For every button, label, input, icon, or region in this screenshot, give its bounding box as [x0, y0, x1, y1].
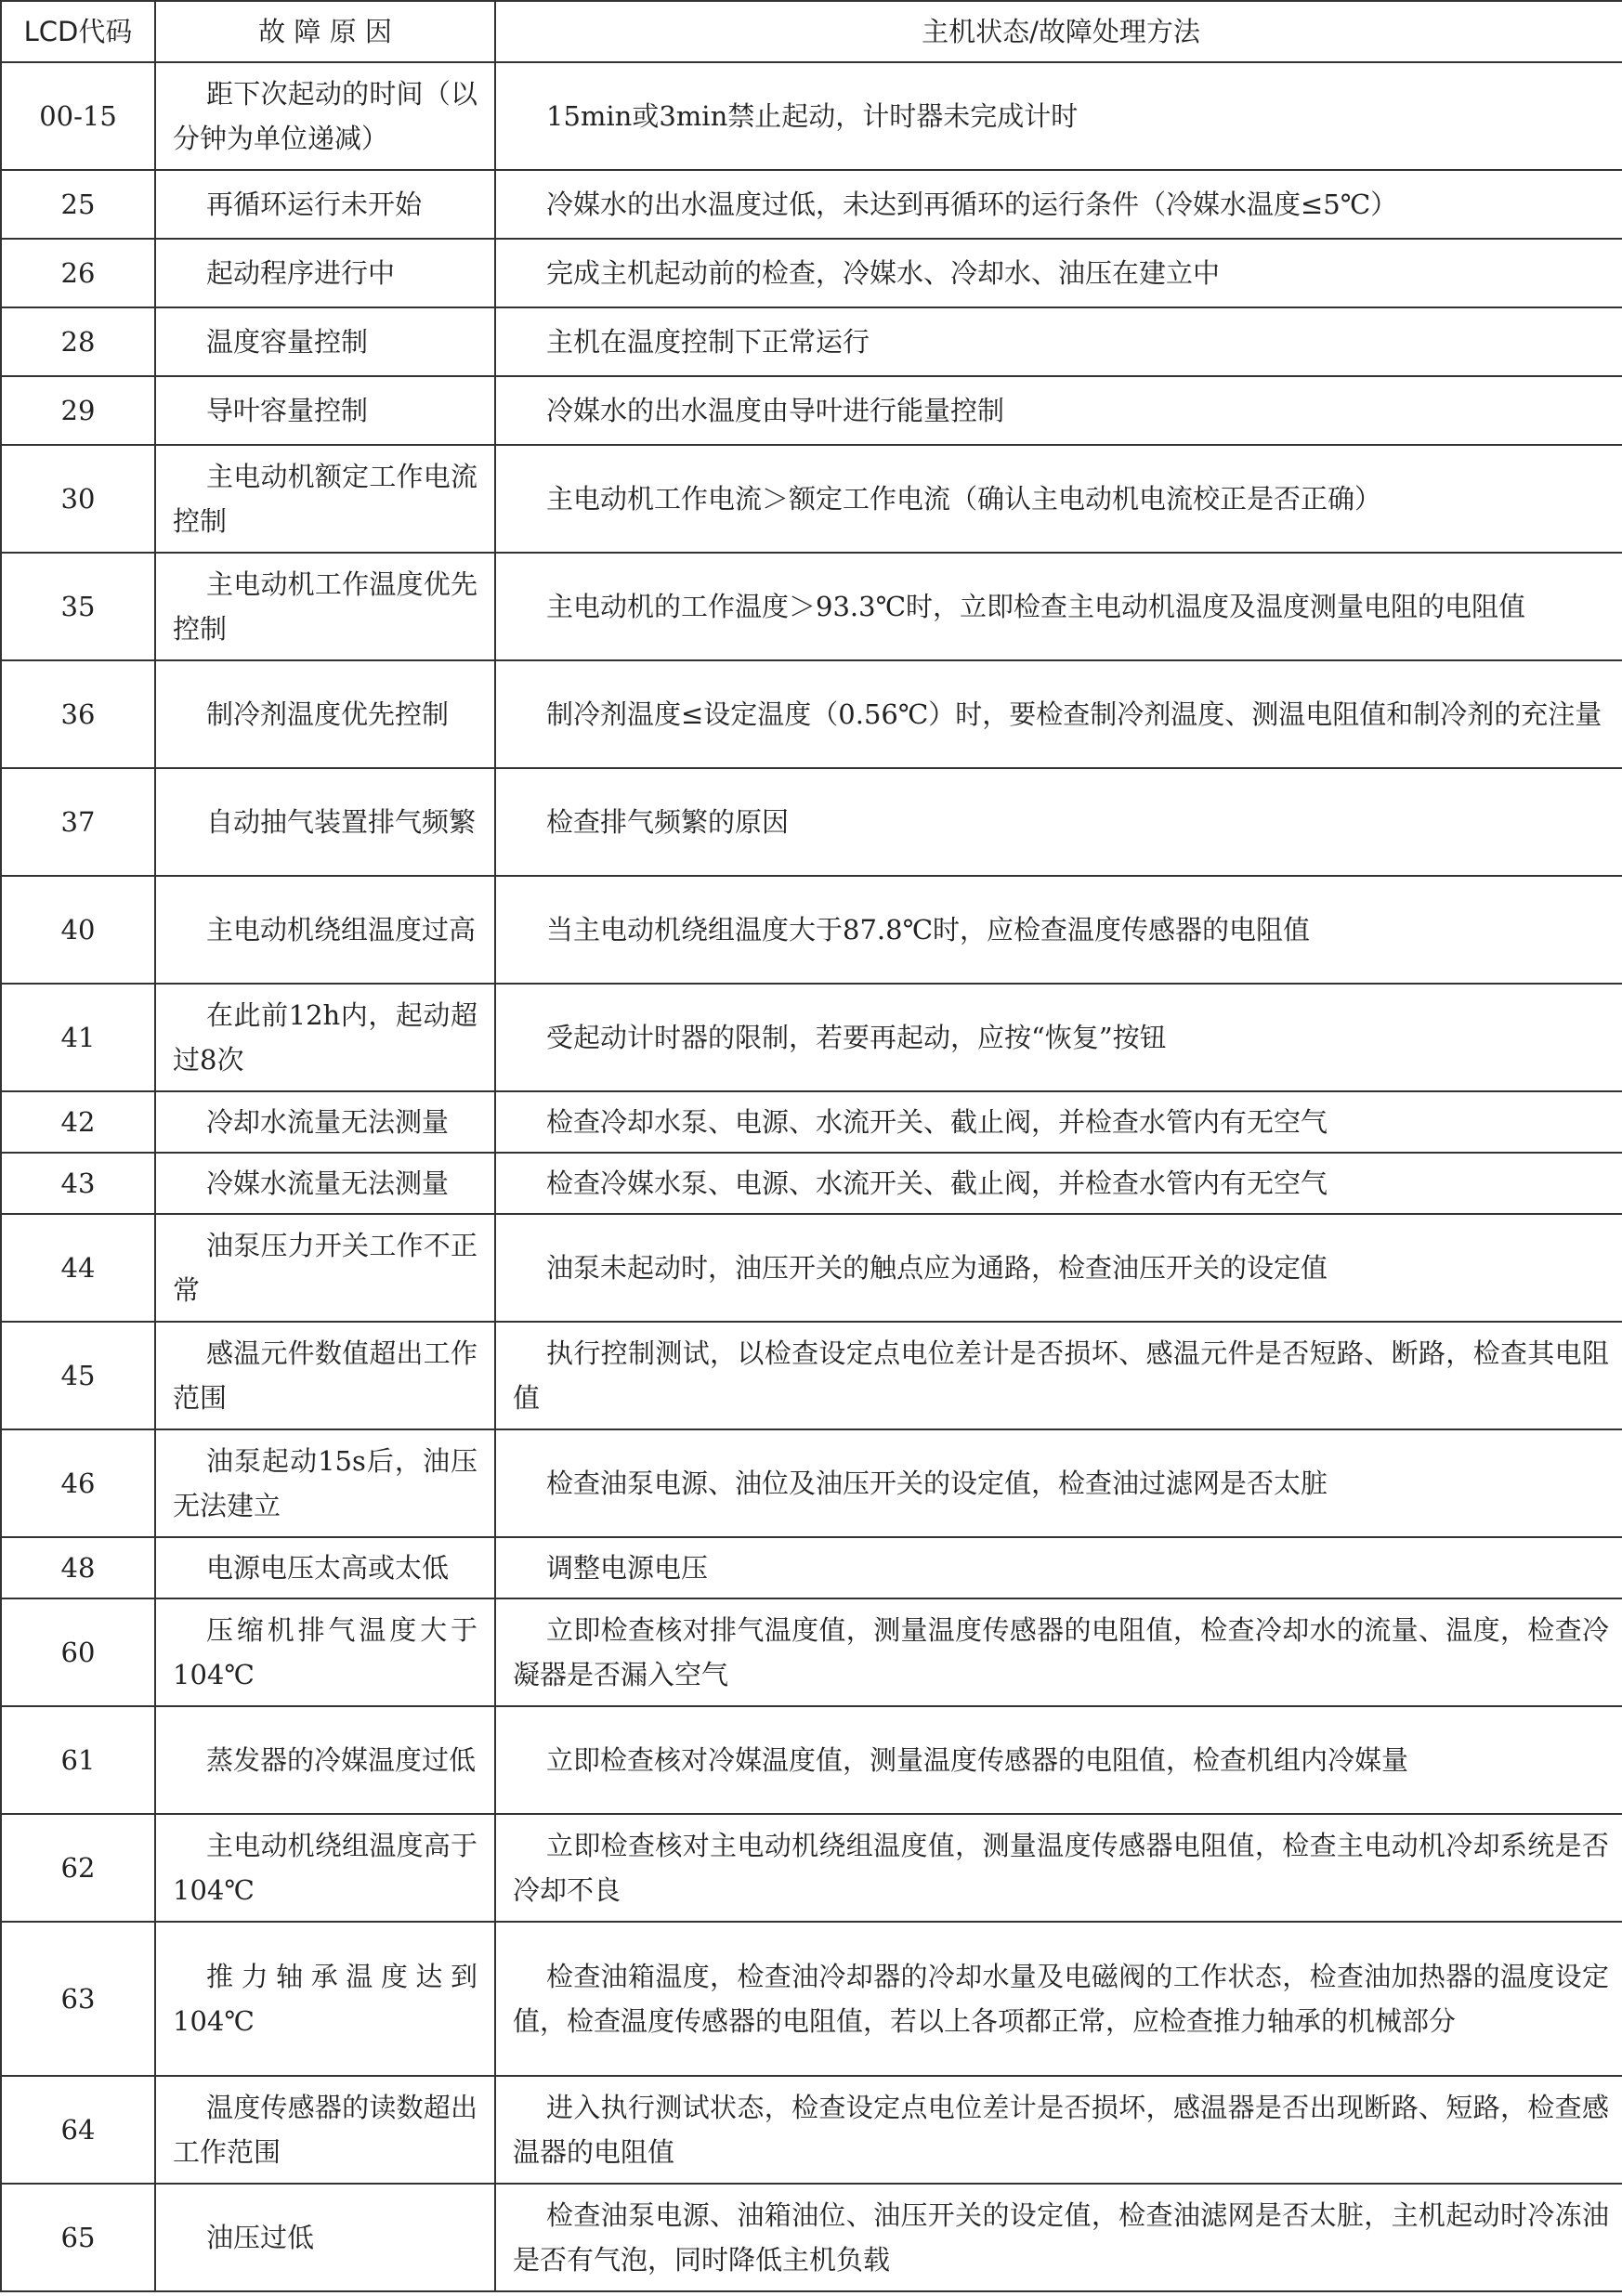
fault-cause-cell: 冷媒水流量无法测量 [155, 1153, 495, 1214]
table-row [1, 170, 1622, 239]
handling-method-cell: 检查冷媒水泵、电源、水流开关、截止阀，并检查水管内有无空气 [495, 1153, 1622, 1214]
lcd-code-cell: 26 [1, 239, 155, 307]
lcd-code-cell: 61 [1, 1706, 155, 1814]
handling-method-cell: 15min或3min禁止起动，计时器未完成计时 [495, 62, 1622, 170]
handling-method-cell: 立即检查核对冷媒温度值，测量温度传感器的电阻值，检查机组内冷媒量 [495, 1706, 1622, 1814]
fault-cause-cell: 电源电压太高或太低 [155, 1537, 495, 1598]
handling-method-cell: 执行控制测试，以检查设定点电位差计是否损坏、感温元件是否短路、断路，检查其电阻值 [495, 1322, 1622, 1429]
lcd-code-cell: 36 [1, 660, 155, 768]
handling-method-cell: 立即检查核对排气温度值，测量温度传感器的电阻值，检查冷却水的流量、温度，检查冷凝器是否漏入空气 [495, 1598, 1622, 1706]
table-row [1, 62, 1622, 170]
handling-method-cell: 检查油泵电源、油位及油压开关的设定值，检查油过滤网是否太脏 [495, 1429, 1622, 1537]
table-row [1, 1537, 1622, 1598]
lcd-code-cell: 00-15 [1, 62, 155, 170]
fault-cause-cell: 油泵压力开关工作不正常 [155, 1214, 495, 1322]
handling-method-cell: 完成主机起动前的检查，冷媒水、冷却水、油压在建立中 [495, 239, 1622, 307]
table-row [1, 2076, 1622, 2184]
fault-cause-cell: 油压过低 [155, 2184, 495, 2291]
fault-cause-cell: 蒸发器的冷媒温度过低 [155, 1706, 495, 1814]
lcd-code-cell: 44 [1, 1214, 155, 1322]
handling-method-cell: 油泵未起动时，油压开关的触点应为通路，检查油压开关的设定值 [495, 1214, 1622, 1322]
handling-method-cell: 检查排气频繁的原因 [495, 768, 1622, 876]
handling-method-cell: 受起动计时器的限制，若要再起动，应按“恢复”按钮 [495, 984, 1622, 1091]
fault-cause-cell: 主电动机工作温度优先控制 [155, 553, 495, 660]
fault-cause-cell: 再循环运行未开始 [155, 170, 495, 239]
table-row [1, 307, 1622, 376]
lcd-code-cell: 43 [1, 1153, 155, 1214]
fault-cause-cell: 冷却水流量无法测量 [155, 1091, 495, 1153]
table-row [1, 1429, 1622, 1537]
fault-cause-cell: 起动程序进行中 [155, 239, 495, 307]
table-row [1, 768, 1622, 876]
handling-method-cell: 冷媒水的出水温度由导叶进行能量控制 [495, 376, 1622, 445]
handling-method-cell: 制冷剂温度≤设定温度（0.56℃）时，要检查制冷剂温度、测温电阻值和制冷剂的充注量 [495, 660, 1622, 768]
lcd-code-cell: 65 [1, 2184, 155, 2291]
table-row [1, 1706, 1622, 1814]
fault-cause-cell: 主电动机额定工作电流控制 [155, 445, 495, 553]
table-row [1, 1922, 1622, 2076]
fault-cause-cell: 导叶容量控制 [155, 376, 495, 445]
lcd-code-cell: 41 [1, 984, 155, 1091]
table-row [1, 239, 1622, 307]
table-row [1, 984, 1622, 1091]
lcd-code-cell: 62 [1, 1814, 155, 1922]
handling-method-cell: 检查冷却水泵、电源、水流开关、截止阀，并检查水管内有无空气 [495, 1091, 1622, 1153]
fault-cause-cell: 温度传感器的读数超出工作范围 [155, 2076, 495, 2184]
header-row [1, 1, 1622, 62]
fault-cause-cell: 推力轴承温度达到104℃ [155, 1922, 495, 2076]
lcd-code-cell: 25 [1, 170, 155, 239]
table-row [1, 1214, 1622, 1322]
lcd-code-cell: 60 [1, 1598, 155, 1706]
handling-method-cell: 冷媒水的出水温度过低，未达到再循环的运行条件（冷媒水温度≤5℃） [495, 170, 1622, 239]
fault-cause-cell: 自动抽气装置排气频繁 [155, 768, 495, 876]
table-row [1, 1322, 1622, 1429]
table-row [1, 1814, 1622, 1922]
fault-cause-cell: 感温元件数值超出工作范围 [155, 1322, 495, 1429]
fault-cause-cell: 制冷剂温度优先控制 [155, 660, 495, 768]
fault-cause-cell: 主电动机绕组温度高于104℃ [155, 1814, 495, 1922]
header-lcd-code: LCD代码 [1, 1, 155, 62]
table-row [1, 1091, 1622, 1153]
handling-method-cell: 调整电源电压 [495, 1537, 1622, 1598]
header-handling-method: 主机状态/故障处理方法 [495, 1, 1622, 62]
lcd-code-cell: 63 [1, 1922, 155, 2076]
header-fault-cause: 故 障 原 因 [155, 1, 495, 62]
handling-method-cell: 主机在温度控制下正常运行 [495, 307, 1622, 376]
table-row [1, 1598, 1622, 1706]
table-row [1, 376, 1622, 445]
handling-method-cell: 进入执行测试状态，检查设定点电位差计是否损坏，感温器是否出现断路、短路，检查感温器的电阻值 [495, 2076, 1622, 2184]
handling-method-cell: 检查油箱温度，检查油冷却器的冷却水量及电磁阀的工作状态，检查油加热器的温度设定值，检查温度传感器的电阻值，若以上各项都正常，应检查推力轴承的机械部分 [495, 1922, 1622, 2076]
table-row [1, 1153, 1622, 1214]
lcd-code-cell: 48 [1, 1537, 155, 1598]
fault-cause-cell: 温度容量控制 [155, 307, 495, 376]
table-row [1, 445, 1622, 553]
lcd-code-cell: 29 [1, 376, 155, 445]
lcd-code-cell: 46 [1, 1429, 155, 1537]
lcd-code-cell: 40 [1, 876, 155, 984]
fault-cause-cell: 距下次起动的时间（以分钟为单位递减） [155, 62, 495, 170]
handling-method-cell: 立即检查核对主电动机绕组温度值，测量温度传感器电阻值，检查主电动机冷却系统是否冷却不良 [495, 1814, 1622, 1922]
lcd-code-cell: 28 [1, 307, 155, 376]
lcd-code-cell: 37 [1, 768, 155, 876]
fault-cause-cell: 油泵起动15s后，油压无法建立 [155, 1429, 495, 1537]
table-row [1, 876, 1622, 984]
table-row [1, 553, 1622, 660]
fault-cause-cell: 主电动机绕组温度过高 [155, 876, 495, 984]
fault-cause-cell: 压缩机排气温度大于104℃ [155, 1598, 495, 1706]
handling-method-cell: 当主电动机绕组温度大于87.8℃时，应检查温度传感器的电阻值 [495, 876, 1622, 984]
table-row [1, 660, 1622, 768]
lcd-code-cell: 30 [1, 445, 155, 553]
fault-cause-cell: 在此前12h内，起动超过8次 [155, 984, 495, 1091]
handling-method-cell: 主电动机工作电流＞额定工作电流（确认主电动机电流校正是否正确） [495, 445, 1622, 553]
handling-method-cell: 检查油泵电源、油箱油位、油压开关的设定值，检查油滤网是否太脏，主机起动时冷冻油是否有气泡，同时降低主机负载 [495, 2184, 1622, 2291]
table-row [1, 2184, 1622, 2291]
handling-method-cell: 主电动机的工作温度＞93.3℃时，立即检查主电动机温度及温度测量电阻的电阻值 [495, 553, 1622, 660]
lcd-code-cell: 35 [1, 553, 155, 660]
lcd-code-cell: 45 [1, 1322, 155, 1429]
lcd-code-cell: 42 [1, 1091, 155, 1153]
lcd-code-cell: 64 [1, 2076, 155, 2184]
